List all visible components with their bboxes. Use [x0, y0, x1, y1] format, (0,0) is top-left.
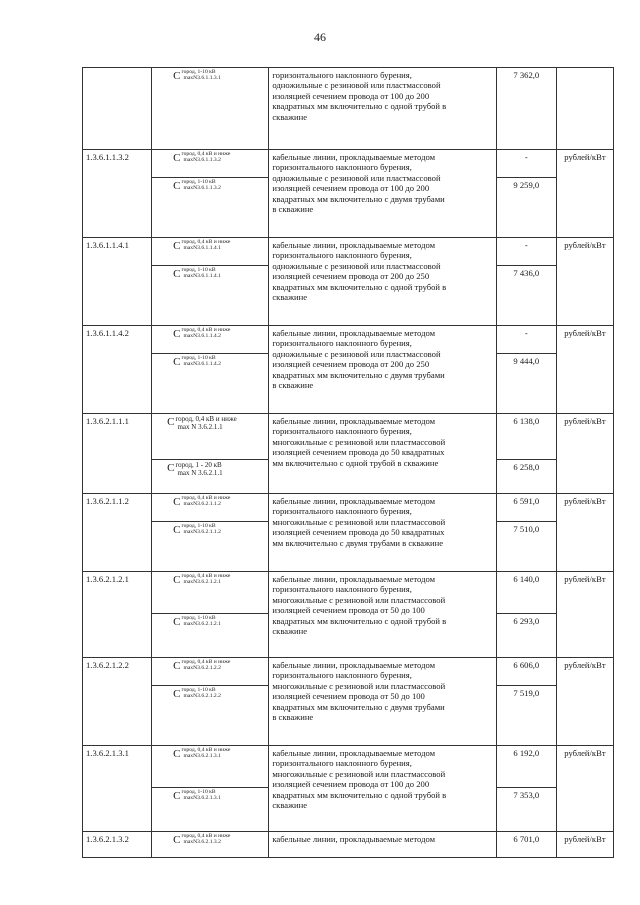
rate-symbol-superscript: город, 0,4 кВ и ниже [181, 659, 231, 665]
rate-symbol-subscript: max N 3.6.2.1.1 [177, 423, 223, 431]
rate-symbol-superscript: город, 0,4 кВ и ниже [181, 327, 231, 333]
rate-symbol-indices [181, 267, 220, 280]
rate-symbol-subscript: maxN3.6.1.1.4.2 [183, 361, 221, 368]
rate-value: 6 192,0 [496, 746, 556, 788]
table-row [83, 150, 614, 178]
row-description [269, 746, 496, 832]
rate-unit: рублей/кВт [556, 326, 613, 414]
row-description-text: горизонтального наклонного бурения, одножильные с резиновой или пластмассовой изоляцией сечением провода от 100 до 200 квадратных мм включительно с одной трубой в скважине [272, 70, 447, 122]
rate-symbol-superscript: город, 1-10 кВ [181, 267, 216, 273]
row-description-text: кабельные линии, прокладываемые методом горизонтального наклонного бурения, многожильные с резиновой или пластмассовой изоляцией сечением провода от 50 до 100 квадратных мм включительно с двумя трубами в скважине [272, 660, 446, 723]
rate-value: 9 259,0 [496, 178, 556, 238]
rate-symbol-subscript: maxN3.6.2.1.2.1 [183, 621, 221, 628]
rate-symbol [155, 416, 237, 431]
table-row [83, 832, 614, 858]
row-description [269, 68, 496, 150]
rate-symbol-cell [152, 494, 269, 522]
rate-symbol-subscript: maxN3.6.2.1.2.2 [183, 693, 221, 700]
rate-symbol-superscript: город, 0,4 кВ и ниже [181, 239, 231, 245]
rate-symbol-indices [181, 69, 220, 82]
row-description-text: кабельные линии, прокладываемые методом горизонтального наклонного бурения, одножильные с резиновой или пластмассовой изоляцией сечением провода от 100 до 200 квадратных мм включительно с двумя трубами в скважине [272, 152, 445, 215]
rate-symbol-subscript: maxN3.6.1.1.3.2 [183, 157, 221, 164]
rate-symbol-superscript: город, 1-10 кВ [181, 69, 216, 75]
rate-symbol-letter: C [173, 152, 181, 164]
rate-symbol-subscript: maxN3.6.2.1.2.1 [183, 579, 221, 586]
rate-symbol-letter: C [167, 462, 175, 474]
rate-symbol [155, 574, 230, 586]
rate-symbol-subscript: maxN3.6.1.1.3.1 [183, 75, 221, 82]
row-description-text: кабельные линии, прокладываемые методом [272, 834, 436, 844]
rate-symbol-superscript: город, 1 - 20 кВ [175, 461, 222, 469]
row-description [269, 572, 496, 658]
table-row [83, 414, 614, 460]
table-row [83, 494, 614, 522]
rate-symbol-indices [181, 573, 230, 586]
rate-symbol [155, 660, 230, 672]
row-description [269, 326, 496, 414]
rate-value: 7 436,0 [496, 266, 556, 326]
rate-symbol [155, 356, 221, 368]
rate-symbol-indices [181, 523, 220, 536]
row-description-text: кабельные линии, прокладываемые методом горизонтального наклонного бурения, многожильные с резиновой или пластмассовой изоляцией сечением провода до 50 квадратных мм включительно с двумя трубами в скважине [272, 496, 446, 548]
rate-symbol-subscript: maxN3.6.1.1.3.2 [183, 185, 221, 192]
rate-value: - [496, 326, 556, 354]
rate-symbol [155, 616, 221, 628]
row-code: 1.3.6.2.1.2.2 [83, 658, 152, 746]
rate-symbol [155, 240, 230, 252]
table-row [83, 238, 614, 266]
rate-symbol-cell [152, 460, 269, 494]
row-description [269, 658, 496, 746]
rate-symbol [155, 180, 221, 192]
rate-symbol-superscript: город, 0,4 кВ и ниже [175, 415, 237, 423]
rate-value: 7 353,0 [496, 788, 556, 832]
row-description [269, 832, 496, 858]
row-code: 1.3.6.2.1.1.2 [83, 494, 152, 572]
rate-symbol-cell [152, 178, 269, 238]
rate-symbol-subscript: maxN3.6.1.1.4.1 [183, 273, 221, 280]
row-description [269, 414, 496, 494]
rate-symbol-superscript: город, 0,4 кВ и ниже [181, 833, 231, 839]
rate-symbol [155, 462, 222, 477]
table-row [83, 572, 614, 614]
rate-unit: рублей/кВт [556, 494, 613, 572]
rate-symbol-subscript: maxN3.6.1.1.4.2 [183, 333, 221, 340]
row-code [83, 68, 152, 150]
rate-value: 6 138,0 [496, 414, 556, 460]
rate-symbol [155, 328, 230, 340]
rate-unit: рублей/кВт [556, 746, 613, 832]
rate-symbol [155, 688, 221, 700]
row-code: 1.3.6.2.1.3.2 [83, 832, 152, 858]
rate-symbol-subscript: maxN3.6.2.1.3.1 [183, 753, 221, 760]
rate-symbol-letter: C [173, 688, 181, 700]
row-description-text: кабельные линии, прокладываемые методом горизонтального наклонного бурения, многожильные с резиновой или пластмассовой изоляцией сечением провода до 50 квадратных мм включительно с одной трубой в скважине [272, 416, 446, 468]
row-code: 1.3.6.2.1.3.1 [83, 746, 152, 832]
rate-value: - [496, 150, 556, 178]
rate-symbol-letter: C [173, 240, 181, 252]
rate-symbol-cell [152, 788, 269, 832]
row-description [269, 150, 496, 238]
rate-symbol-letter: C [173, 790, 181, 802]
rate-symbol-cell [152, 686, 269, 746]
rate-symbol-indices [181, 659, 230, 672]
rate-symbol-superscript: город, 0,4 кВ и ниже [181, 747, 231, 753]
row-description-text: кабельные линии, прокладываемые методом горизонтального наклонного бурения, многожильные с резиновой или пластмассовой изоляцией сечением провода от 50 до 100 квадратных мм включительно с одной трубой в скважине [272, 574, 447, 637]
rate-unit [556, 68, 613, 150]
rate-symbol-superscript: город, 0,4 кВ и ниже [181, 495, 231, 501]
rate-symbol-letter: C [173, 356, 181, 368]
table-row [83, 746, 614, 788]
rate-symbol-cell [152, 658, 269, 686]
row-code: 1.3.6.1.1.3.2 [83, 150, 152, 238]
rate-unit: рублей/кВт [556, 658, 613, 746]
rate-symbol [155, 524, 221, 536]
rate-symbol-letter: C [173, 328, 181, 340]
rate-unit: рублей/кВт [556, 238, 613, 326]
rate-symbol-indices [181, 495, 230, 508]
rate-value: 6 293,0 [496, 614, 556, 658]
rate-symbol-cell [152, 238, 269, 266]
tariff-table-body [83, 68, 614, 858]
row-code: 1.3.6.1.1.4.2 [83, 326, 152, 414]
table-row [83, 68, 614, 150]
row-description-text: кабельные линии, прокладываемые методом горизонтального наклонного бурения, многожильные с резиновой или пластмассовой изоляцией сечением провода от 100 до 200 квадратных мм включительно с одной трубой в скважине [272, 748, 447, 811]
rate-symbol-letter: C [173, 70, 181, 82]
tariff-table [82, 67, 614, 858]
rate-symbol-indices [181, 355, 220, 368]
rate-symbol-indices [181, 327, 230, 340]
rate-symbol [155, 834, 230, 846]
table-row [83, 658, 614, 686]
row-code: 1.3.6.1.1.4.1 [83, 238, 152, 326]
row-description [269, 494, 496, 572]
rate-symbol-indices [175, 461, 222, 477]
rate-symbol-indices [181, 179, 220, 192]
rate-symbol-letter: C [167, 416, 175, 428]
rate-symbol-subscript: maxN3.6.2.1.1.2 [183, 501, 221, 508]
rate-value: 6 258,0 [496, 460, 556, 494]
rate-symbol-letter: C [173, 268, 181, 280]
rate-value: 6 606,0 [496, 658, 556, 686]
row-description-text: кабельные линии, прокладываемые методом горизонтального наклонного бурения, одножильные с резиновой или пластмассовой изоляцией сечением провода от 200 до 250 квадратных мм включительно с одной трубой в скважине [272, 240, 447, 303]
rate-symbol-subscript: maxN3.6.1.1.4.1 [183, 245, 221, 252]
rate-symbol-subscript: max N 3.6.2.1.1 [177, 469, 223, 477]
rate-symbol-cell [152, 522, 269, 572]
rate-symbol-indices [175, 415, 236, 431]
rate-symbol-superscript: город, 0,4 кВ и ниже [181, 573, 231, 579]
row-description-text: кабельные линии, прокладываемые методом горизонтального наклонного бурения, одножильные с резиновой или пластмассовой изоляцией сечением провода от 200 до 250 квадратных мм включительно с двумя трубами в скважине [272, 328, 445, 391]
rate-symbol-subscript: maxN3.6.2.1.3.1 [183, 795, 221, 802]
rate-symbol-superscript: город, 1-10 кВ [181, 789, 216, 795]
rate-symbol-subscript: maxN3.6.2.1.1.2 [183, 529, 221, 536]
rate-symbol-indices [181, 615, 220, 628]
rate-symbol-subscript: maxN3.6.2.1.2.2 [183, 665, 221, 672]
rate-symbol-superscript: город, 1-10 кВ [181, 179, 216, 185]
rate-symbol-cell [152, 354, 269, 414]
rate-symbol-cell [152, 68, 269, 150]
table-row [83, 326, 614, 354]
rate-symbol-cell [152, 746, 269, 788]
rate-value: 6 591,0 [496, 494, 556, 522]
rate-symbol-letter: C [173, 834, 181, 846]
rate-unit: рублей/кВт [556, 414, 613, 494]
rate-symbol-cell [152, 414, 269, 460]
rate-symbol-cell [152, 326, 269, 354]
rate-symbol-indices [181, 747, 230, 760]
rate-symbol-superscript: город, 0,4 кВ и ниже [181, 151, 231, 157]
rate-symbol-superscript: город, 1-10 кВ [181, 687, 216, 693]
rate-symbol [155, 268, 221, 280]
rate-symbol-subscript: maxN3.6.2.1.3.2 [183, 839, 221, 846]
rate-symbol-indices [181, 833, 230, 846]
row-code: 1.3.6.2.1.1.1 [83, 414, 152, 494]
rate-symbol-letter: C [173, 660, 181, 672]
rate-symbol-cell [152, 150, 269, 178]
rate-unit: рублей/кВт [556, 150, 613, 238]
rate-value: 7 510,0 [496, 522, 556, 572]
rate-symbol [155, 790, 221, 802]
rate-symbol-letter: C [173, 748, 181, 760]
rate-unit: рублей/кВт [556, 832, 613, 858]
rate-symbol-letter: C [173, 574, 181, 586]
row-description [269, 238, 496, 326]
rate-symbol-cell [152, 832, 269, 858]
rate-symbol-letter: C [173, 616, 181, 628]
rate-value: 7 362,0 [496, 68, 556, 150]
rate-value: - [496, 238, 556, 266]
rate-value: 7 519,0 [496, 686, 556, 746]
rate-symbol-superscript: город, 1-10 кВ [181, 355, 216, 361]
rate-symbol [155, 496, 230, 508]
rate-symbol-indices [181, 151, 230, 164]
rate-symbol [155, 152, 230, 164]
rate-symbol-cell [152, 266, 269, 326]
rate-symbol-letter: C [173, 496, 181, 508]
rate-symbol-indices [181, 687, 220, 700]
rate-value: 9 444,0 [496, 354, 556, 414]
rate-value: 6 140,0 [496, 572, 556, 614]
row-code: 1.3.6.2.1.2.1 [83, 572, 152, 658]
rate-symbol-cell [152, 572, 269, 614]
rate-value: 6 701,0 [496, 832, 556, 858]
rate-symbol-indices [181, 239, 230, 252]
rate-symbol [155, 748, 230, 760]
rate-symbol-superscript: город, 1-10 кВ [181, 523, 216, 529]
rate-symbol [155, 70, 221, 82]
rate-symbol-cell [152, 614, 269, 658]
rate-symbol-indices [181, 789, 220, 802]
rate-symbol-letter: C [173, 524, 181, 536]
page-number: 46 [314, 30, 326, 44]
rate-symbol-letter: C [173, 180, 181, 192]
rate-symbol-superscript: город, 1-10 кВ [181, 615, 216, 621]
rate-unit: рублей/кВт [556, 572, 613, 658]
